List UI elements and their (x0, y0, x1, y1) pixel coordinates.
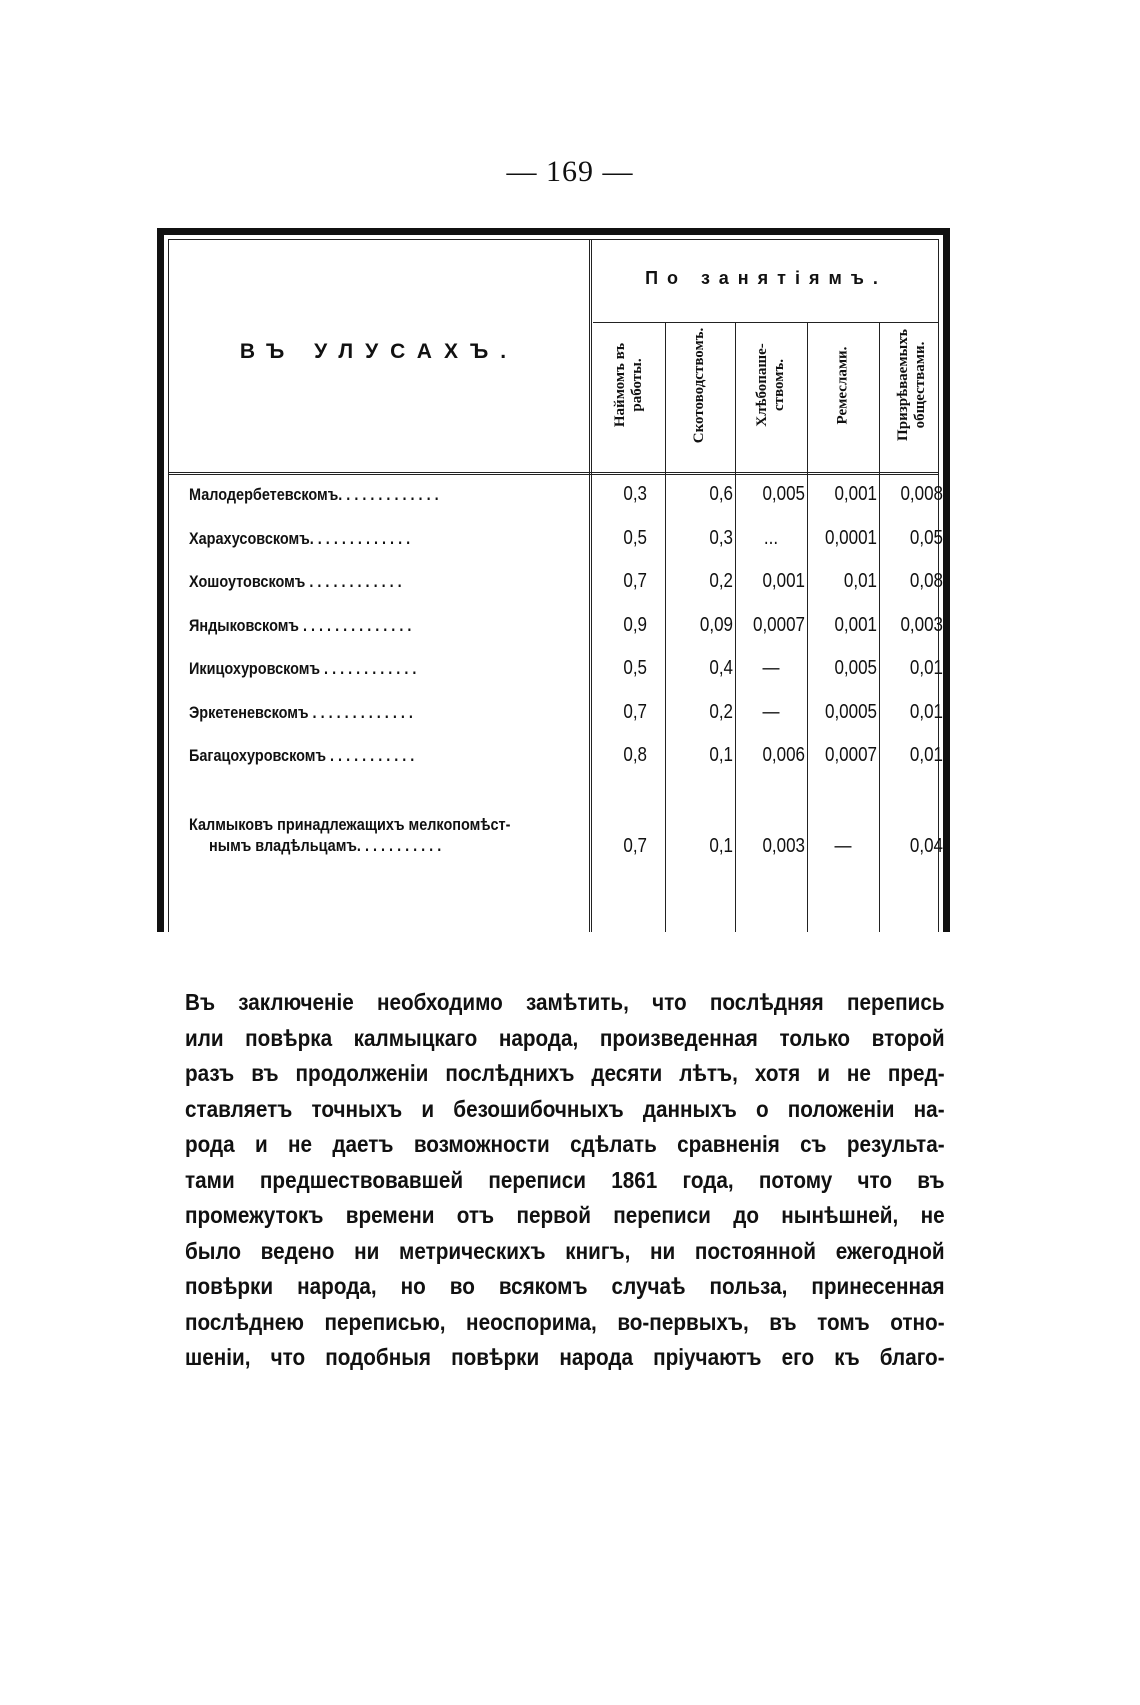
table-cell: 0,0007 (753, 613, 805, 636)
table-cell: 0,4 (709, 657, 733, 679)
table-cell: 0,006 (762, 744, 805, 766)
column-header-label: Наймомъ въ работы. (612, 342, 646, 428)
paragraph-line: разъ въ продолженіи послѣднихъ десяти лѣтъ, хотя и не пред- (185, 1060, 945, 1086)
row-label: Яндыковскомъ . . . . . . . . . . . . . . (189, 615, 412, 635)
table-cell: 0,2 (709, 700, 733, 723)
table-cell: 0,6 (709, 483, 733, 505)
table-cell: 0,1 (709, 835, 733, 857)
table-cell: 0,5 (623, 657, 647, 679)
table-cell: 0,001 (834, 483, 877, 505)
paragraph-line: рода и не даетъ возможности сдѣлать сравненія съ результа- (185, 1131, 945, 1157)
row-label: Калмыковъ принадлежащихъ мелкопомѣст- (189, 815, 511, 834)
table-cell: — (762, 657, 780, 679)
column-header-label: Ремеслами. (834, 346, 851, 424)
stub-header: ВЪ УЛУСАХЪ. (239, 340, 519, 363)
table-cell: — (762, 700, 780, 723)
table-cell: 0,01 (843, 570, 877, 592)
body-paragraph (185, 985, 945, 1376)
column-header-label: Скотоводствомъ. (691, 327, 708, 443)
table-cell: 0,7 (623, 570, 647, 592)
row-label: Эркетеневскомъ . . . . . . . . . . . . . (189, 702, 413, 722)
row-label: Малодербетевскомъ. . . . . . . . . . . . . (189, 485, 439, 504)
table-cell: 0,09 (699, 613, 733, 636)
paragraph-line: шеніи, что подобныя повѣрки народа пріучаютъ его къ благо- (185, 1344, 945, 1370)
table-cell: 0,0007 (825, 744, 877, 766)
table-cell: 0,01 (909, 744, 943, 766)
paragraph-line: послѣднею переписью, неоспорима, во-первыхъ, въ томъ отно- (185, 1308, 945, 1335)
column-header (879, 310, 945, 460)
table-cell: 0,001 (762, 570, 805, 592)
table-cell: 0,8 (623, 744, 647, 766)
table-cell: 0,005 (834, 657, 877, 679)
table-cell: 0,0001 (825, 526, 877, 549)
table-cell: 0,7 (623, 835, 647, 857)
table-cell: 0,7 (623, 700, 647, 723)
row-label-continued: нымъ владѣльцамъ. . . . . . . . . . . (209, 836, 442, 855)
table-cell: 0,3 (709, 526, 733, 549)
table-cell: 0,3 (623, 483, 647, 505)
header-rule (169, 472, 938, 475)
paragraph-line: тами предшествовавшей переписи 1861 года, потому что въ (185, 1166, 945, 1193)
row-label: Икицохуровскомъ . . . . . . . . . . . . (189, 659, 417, 678)
group-header: По занятіямъ. (645, 268, 887, 288)
table-cell: 0,1 (709, 744, 733, 766)
column-header (665, 310, 735, 460)
paragraph-line: было ведено ни метрическихъ книгъ, ни постоянной ежегодной (185, 1237, 945, 1264)
page-number: — 169 — (506, 155, 634, 188)
row-label: Хошоутовскомъ . . . . . . . . . . . . (189, 572, 402, 591)
paragraph-line: или повѣрка калмыцкаго народа, произведенная только второй (185, 1024, 945, 1051)
table-cell: 0,003 (762, 835, 805, 857)
stub-divider (589, 240, 592, 932)
table-cell: 0,0005 (825, 700, 877, 723)
table-cell: 0,005 (762, 483, 805, 505)
table-cell: 0,9 (623, 613, 647, 636)
row-label: Харахусовскомъ. . . . . . . . . . . . . (189, 528, 411, 548)
table-cell: 0,2 (709, 570, 733, 592)
paragraph-line: промежутокъ времени отъ первой переписи до нынѣшней, не (185, 1202, 945, 1228)
table-cell: ... (763, 526, 779, 549)
paragraph-line: Въ заключеніе необходимо замѣтить, что послѣдняя перепись (185, 989, 945, 1015)
table-cell: 0,04 (909, 835, 943, 857)
paragraph-line: повѣрки народа, но во всякомъ случаѣ польза, принесенная (185, 1273, 945, 1299)
table-cell: 0,008 (900, 483, 943, 505)
table-cell: 0,01 (909, 700, 943, 723)
table-cell: 0,08 (909, 570, 943, 592)
table-cell: 0,001 (834, 613, 877, 636)
table-cell: — (834, 835, 852, 857)
column-header (735, 310, 807, 460)
table-cell: 0,05 (909, 526, 943, 549)
column-header (807, 310, 879, 460)
table-cell: 0,5 (623, 526, 647, 549)
paragraph-line: ставляетъ точныхъ и безошибочныхъ данныхъ о положеніи на- (185, 1095, 945, 1122)
column-header (593, 310, 665, 460)
row-label: Багацохуровскомъ . . . . . . . . . . . (189, 746, 415, 765)
column-header-label: Призрѣваемыхъ обществами. (895, 329, 929, 441)
table-cell: 0,01 (909, 657, 943, 679)
occupation-table (157, 228, 950, 932)
column-header-label: Хлѣбопаше- ствомъ. (754, 343, 788, 427)
table-cell: 0,003 (900, 613, 943, 636)
